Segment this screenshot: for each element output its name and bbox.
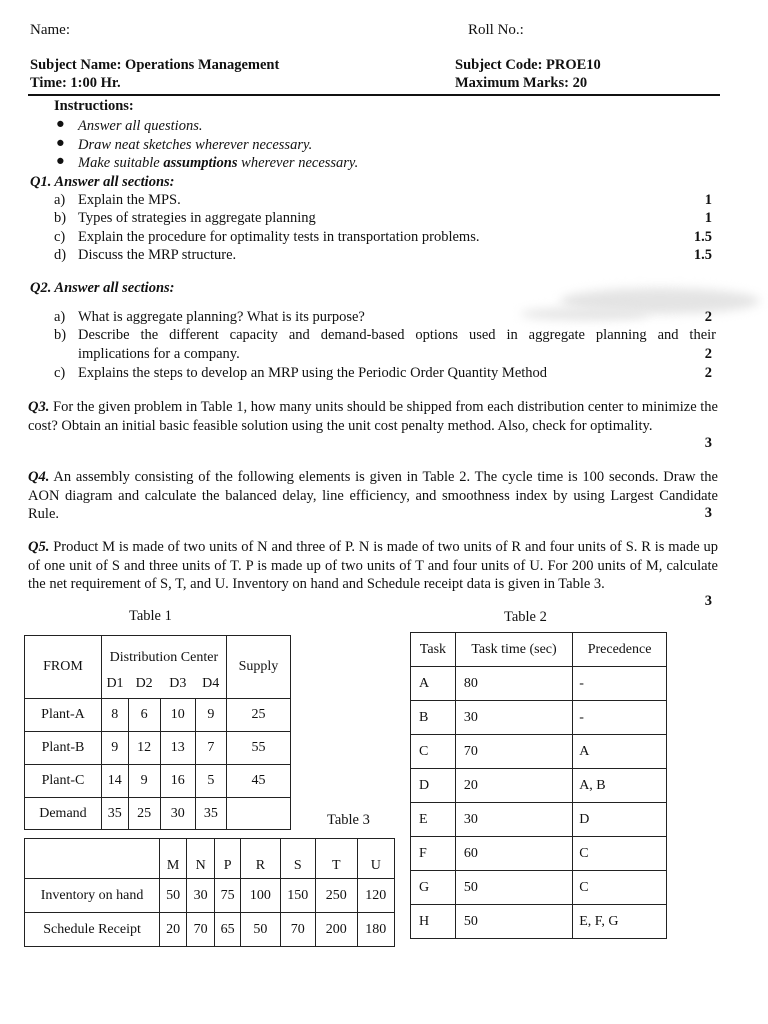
task-cell: A: [411, 667, 456, 701]
item-header: M: [160, 839, 187, 879]
cost-cell: 12: [128, 732, 160, 765]
subject-name: Subject Name: Operations Management: [30, 57, 280, 73]
item-header: R: [241, 839, 280, 879]
instruction-item: Make suitable assumptions wherever necessary.: [78, 155, 359, 171]
task-header: Task: [411, 633, 456, 667]
demand-cell: 35: [101, 798, 128, 830]
inventory-cell: 120: [357, 879, 394, 913]
receipt-cell: 70: [280, 913, 315, 947]
dc-header: D2: [128, 671, 160, 699]
supply-cell: 55: [226, 732, 290, 765]
supply-cell: 45: [226, 765, 290, 798]
inventory-cell: 100: [241, 879, 280, 913]
task-cell: E: [411, 803, 456, 837]
item-header: T: [315, 839, 357, 879]
table-row: [411, 837, 667, 871]
precedence-cell: E, F, G: [573, 905, 667, 939]
task-cell: C: [411, 735, 456, 769]
table-row: [25, 699, 291, 732]
cost-cell: 8: [101, 699, 128, 732]
receipt-cell: 200: [315, 913, 357, 947]
scan-smudge: [520, 308, 650, 320]
bullet-icon: ●: [56, 116, 65, 132]
cost-cell: 13: [160, 732, 195, 765]
q5-marks: 3: [704, 593, 712, 609]
q1-item-marks: 1.5: [693, 247, 712, 263]
from-header: FROM: [25, 636, 102, 699]
cost-cell: 9: [101, 732, 128, 765]
q1-item-label: d): [54, 247, 67, 263]
q1-item-label: c): [54, 229, 66, 245]
task-time-cell: 50: [455, 905, 572, 939]
dc-header: D1: [101, 671, 128, 699]
item-header: N: [187, 839, 215, 879]
dc-header: D4: [195, 671, 226, 699]
q1-item-text: Explain the MPS.: [78, 192, 181, 208]
table-row: [411, 803, 667, 837]
supply-cell: 25: [226, 699, 290, 732]
receipt-cell: 180: [357, 913, 394, 947]
q2-item-text: Explains the steps to develop an MRP using the Periodic Order Quantity Method: [78, 365, 548, 381]
table-row: [411, 701, 667, 735]
q2-item-marks: 2: [704, 346, 712, 362]
table-row: [411, 871, 667, 905]
table-row: [411, 735, 667, 769]
inventory-cell: 250: [315, 879, 357, 913]
subject-code: Subject Code: PROE10: [455, 57, 601, 73]
task-time-cell: 30: [455, 803, 572, 837]
q3-text: Q3. For the given problem in Table 1, how many units should be shipped from each distribution center to minimize the cost? Obtain an initial basic feasible solution using the unit cost penalty method. Also, check for optimality.: [28, 399, 718, 434]
dc-header: D3: [160, 671, 195, 699]
q1-item-text: Explain the procedure for optimality tests in transportation problems.: [78, 229, 480, 245]
cost-cell: 9: [195, 699, 226, 732]
cost-cell: 6: [128, 699, 160, 732]
q2-item-marks: 2: [704, 365, 712, 381]
cost-cell: 5: [195, 765, 226, 798]
receipt-cell: 70: [187, 913, 215, 947]
q2-title: Q2. Answer all sections:: [30, 280, 175, 296]
plant-name: Plant-C: [25, 765, 102, 798]
roll-no-label: Roll No.:: [468, 22, 524, 38]
inventory-cell: 75: [215, 879, 241, 913]
table3: [24, 838, 395, 947]
plant-name: Plant-B: [25, 732, 102, 765]
q2-item-label: c): [54, 365, 66, 381]
row-label: Schedule Receipt: [25, 913, 160, 947]
task-time-cell: 70: [455, 735, 572, 769]
name-label: Name:: [30, 22, 70, 38]
q2-item-text-continued: implications for a company.: [78, 346, 240, 362]
instruction-item: Answer all questions.: [78, 118, 203, 134]
q5-label: Q5.: [28, 539, 50, 555]
cost-cell: 10: [160, 699, 195, 732]
bullet-icon: ●: [56, 153, 65, 169]
table3-corner-cell: [25, 839, 160, 879]
table-row: [25, 879, 395, 913]
demand-cell: 25: [128, 798, 160, 830]
task-cell: B: [411, 701, 456, 735]
task-cell: H: [411, 905, 456, 939]
q3-marks: 3: [704, 435, 712, 451]
demand-cell: 30: [160, 798, 195, 830]
inventory-cell: 50: [160, 879, 187, 913]
task-time-cell: 80: [455, 667, 572, 701]
q1-item-label: b): [54, 210, 67, 226]
precedence-cell: C: [573, 837, 667, 871]
task-cell: D: [411, 769, 456, 803]
q5-text: Q5. Product M is made of two units of N and three of P. N is made of two units of R and four units of S. R is made up of one unit of S and three units of T. P is made up of two units of T and four units of U. For 200 units of M, calculate the net requirement of S, T, and U. Inventory on hand and Schedule receipt data is given in Table 3.: [28, 539, 718, 592]
item-header: P: [215, 839, 241, 879]
q1-item-marks: 1: [704, 192, 712, 208]
q1-item-text: Types of strategies in aggregate planning: [78, 210, 316, 226]
precedence-cell: A, B: [573, 769, 667, 803]
exam-time: Time: 1:00 Hr.: [30, 75, 121, 91]
row-label: Inventory on hand: [25, 879, 160, 913]
table1-title: Table 1: [129, 608, 172, 624]
header-rule: [28, 94, 720, 96]
cost-cell: 7: [195, 732, 226, 765]
precedence-cell: -: [573, 667, 667, 701]
task-time-cell: 20: [455, 769, 572, 803]
q2-item-text: What is aggregate planning? What is its purpose?: [78, 309, 365, 325]
q2-item-label: a): [54, 309, 66, 325]
distribution-center-header: Distribution Center: [101, 636, 226, 671]
q1-item-marks: 1: [704, 210, 712, 226]
cost-cell: 14: [101, 765, 128, 798]
table-row: [25, 732, 291, 765]
q4-label: Q4.: [28, 469, 50, 485]
table1: [24, 635, 291, 830]
precedence-cell: A: [573, 735, 667, 769]
demand-cell: 35: [195, 798, 226, 830]
q4-text: Q4. An assembly consisting of the following elements is given in Table 2. The cycle time is 100 seconds. Draw the AON diagram and calculate the balanced delay, line efficiency, and smoothness index by using Largest Candidate Rule.: [28, 469, 718, 522]
table2: [410, 632, 667, 939]
receipt-cell: 50: [241, 913, 280, 947]
q1-title: Q1. Answer all sections:: [30, 174, 175, 190]
precedence-header: Precedence: [573, 633, 667, 667]
cost-cell: 16: [160, 765, 195, 798]
demand-label: Demand: [25, 798, 102, 830]
task-cell: G: [411, 871, 456, 905]
q1-item-text: Discuss the MRP structure.: [78, 247, 237, 263]
table-row: [411, 769, 667, 803]
task-time-cell: 60: [455, 837, 572, 871]
table-row: [411, 905, 667, 939]
receipt-cell: 65: [215, 913, 241, 947]
table-row: [25, 765, 291, 798]
table-row: [25, 798, 291, 830]
inventory-cell: 150: [280, 879, 315, 913]
instruction-item: Draw neat sketches wherever necessary.: [78, 137, 313, 153]
bullet-icon: ●: [56, 135, 65, 151]
item-header: U: [357, 839, 394, 879]
item-header: S: [280, 839, 315, 879]
task-cell: F: [411, 837, 456, 871]
plant-name: Plant-A: [25, 699, 102, 732]
q2-item-label: b): [54, 327, 67, 343]
q2-item-text: Describe the different capacity and demand-based options used in aggregate planning and their: [78, 327, 716, 343]
max-marks: Maximum Marks: 20: [455, 75, 588, 91]
receipt-cell: 20: [160, 913, 187, 947]
task-time-cell: 30: [455, 701, 572, 735]
precedence-cell: C: [573, 871, 667, 905]
q3-label: Q3.: [28, 399, 50, 415]
q2-item-marks: 2: [704, 309, 712, 325]
demand-empty-cell: [226, 798, 290, 830]
table2-title: Table 2: [504, 609, 547, 625]
supply-header: Supply: [226, 636, 290, 699]
q4-marks: 3: [704, 505, 712, 521]
table-row: [411, 667, 667, 701]
task-time-header: Task time (sec): [455, 633, 572, 667]
precedence-cell: -: [573, 701, 667, 735]
q1-item-label: a): [54, 192, 66, 208]
instructions-title: Instructions:: [54, 98, 134, 114]
task-time-cell: 50: [455, 871, 572, 905]
precedence-cell: D: [573, 803, 667, 837]
table-row: [25, 913, 395, 947]
cost-cell: 9: [128, 765, 160, 798]
q1-item-marks: 1.5: [693, 229, 712, 245]
table3-title: Table 3: [327, 812, 370, 828]
inventory-cell: 30: [187, 879, 215, 913]
